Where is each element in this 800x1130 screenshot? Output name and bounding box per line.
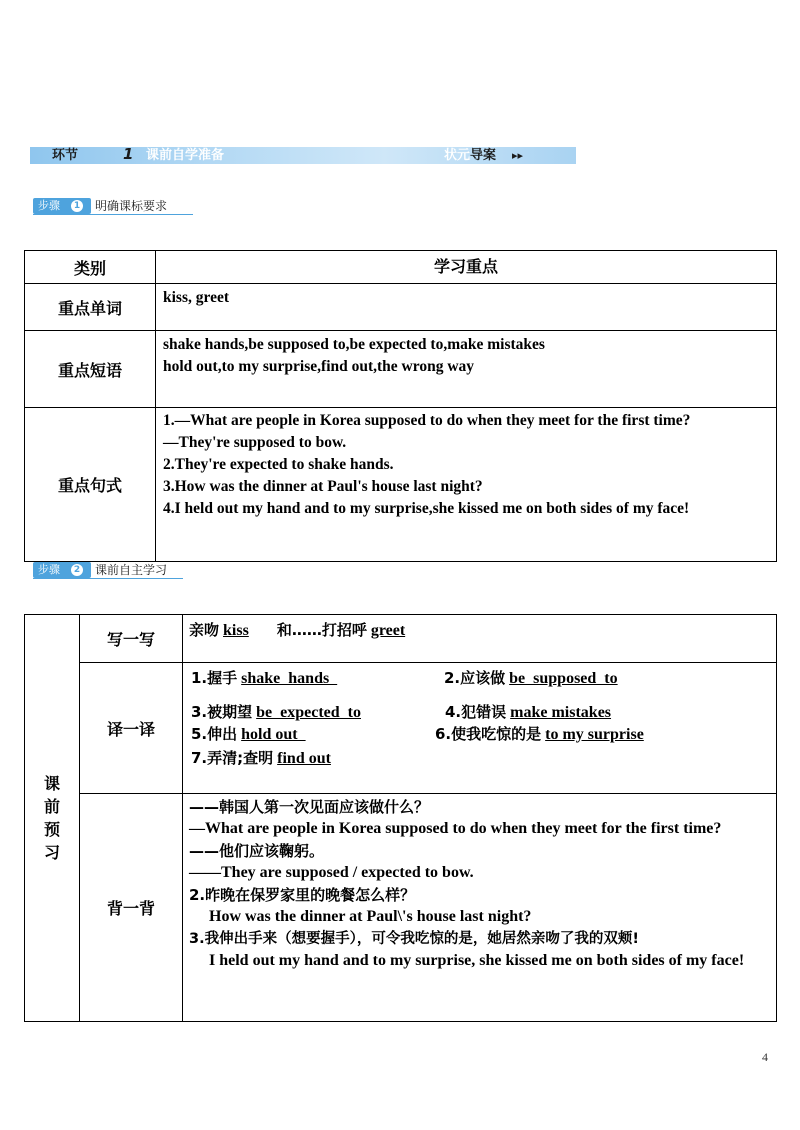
item-answer: be supposed to — [509, 670, 618, 687]
recite-line: ——他们应该鞠躬。 — [189, 842, 325, 860]
step-underline — [33, 578, 183, 579]
write-zh-1: 亲吻 — [189, 621, 220, 639]
item-zh: 6.使我吃惊的是 — [435, 725, 542, 743]
row-label-words: 重点单词 — [25, 284, 156, 331]
item-zh: 2.应该做 — [444, 669, 506, 687]
table-header-row — [25, 251, 777, 284]
translate-item — [191, 747, 331, 770]
row-content-phrases — [156, 331, 777, 408]
row-content-sentences — [156, 408, 777, 562]
section-label: 课前预习 — [43, 774, 60, 862]
row-label-sentences: 重点句式 — [25, 408, 156, 562]
item-answer: make mistakes — [510, 704, 612, 721]
page-number: 4 — [762, 1050, 768, 1064]
content-line: hold out,to my surprise,find out,the wrong way — [163, 358, 475, 375]
step-number-icon: 2 — [71, 564, 83, 576]
table-row — [25, 408, 777, 562]
translate-label: 译一译 — [80, 663, 183, 794]
content-line: 2.They're expected to shake hands. — [163, 456, 394, 473]
content-line: kiss, greet — [163, 289, 230, 306]
brand-part-b: 导案 — [470, 148, 497, 163]
content-line: 1.—What are people in Korea supposed to do when they meet for the first time? — [163, 412, 691, 429]
row-content-words — [156, 284, 777, 331]
translate-item — [191, 701, 361, 724]
recite-line: —What are people in Korea supposed to do when they meet for the first time? — [189, 820, 722, 837]
table-row — [25, 331, 777, 408]
brand-part-a: 状元 — [444, 148, 471, 163]
section-banner — [30, 147, 576, 164]
content-line: 4.I held out my hand and to my surprise,she kissed me on both sides of my face! — [163, 500, 690, 517]
preview-table — [24, 614, 777, 1022]
write-answer-1: kiss — [223, 622, 249, 639]
key-points-table — [24, 250, 777, 562]
translate-content — [183, 663, 777, 794]
item-zh: 7.弄清;查明 — [191, 749, 274, 767]
content-line: shake hands,be supposed to,be expected to,make mistakes — [163, 336, 545, 353]
header-key-points: 学习重点 — [156, 251, 777, 284]
write-answer-2: greet — [370, 622, 406, 639]
item-answer: to my surprise — [545, 726, 644, 743]
item-zh: 1.握手 — [191, 669, 238, 687]
item-answer: shake hands — [241, 670, 338, 687]
item-answer: find out — [277, 750, 331, 767]
translate-item — [191, 667, 337, 690]
recite-line: 2.昨晚在保罗家里的晚餐怎么样？ — [189, 886, 416, 904]
write-label: 写一写 — [80, 615, 183, 663]
write-content — [183, 615, 777, 663]
translate-item — [435, 723, 644, 746]
row-label-phrases: 重点短语 — [25, 331, 156, 408]
step-title: 明确课标要求 — [95, 199, 168, 213]
table-row — [25, 794, 777, 1022]
translate-item — [191, 723, 306, 746]
content-line: —They're supposed to bow. — [163, 434, 347, 451]
banner-brand — [444, 147, 496, 164]
banner-number: 1 — [123, 145, 134, 163]
item-answer: hold out — [241, 726, 306, 743]
recite-content — [183, 794, 777, 1022]
translate-grid — [189, 665, 770, 793]
step-number-icon: 1 — [71, 200, 83, 212]
recite-line: I held out my hand and to my surprise, she kissed me on both sides of my face! — [209, 952, 745, 969]
step-pill-text: 步骤 — [38, 199, 60, 212]
item-zh: 3.被期望 — [191, 703, 253, 721]
recite-line: 3.我伸出手来（想要握手），可令我吃惊的是，她居然亲吻了我的双颊! — [189, 931, 639, 947]
recite-line: How was the dinner at Paul\'s house last night? — [209, 908, 532, 925]
step-title: 课前自主学习 — [95, 563, 168, 577]
double-arrow-icon: ▸▸ — [512, 149, 524, 162]
item-answer: be expected to — [256, 704, 361, 721]
table-row — [25, 284, 777, 331]
content-line: 3.How was the dinner at Paul's house last night? — [163, 478, 483, 495]
translate-item — [445, 701, 611, 724]
recite-line: ——韩国人第一次见面应该做什么？ — [189, 798, 430, 816]
write-zh-2: 和……打招呼 — [276, 621, 367, 639]
header-category: 类别 — [25, 251, 156, 284]
step-pill-text: 步骤 — [38, 563, 60, 576]
step-underline — [33, 214, 193, 215]
banner-tag: 环节 — [52, 148, 79, 163]
banner-title: 课前自学准备 — [146, 148, 225, 163]
translate-item — [444, 667, 618, 690]
recite-line: ——They are supposed / expected to bow. — [189, 864, 474, 881]
table-row — [25, 615, 777, 663]
item-zh: 4.犯错误 — [445, 703, 507, 721]
recite-label: 背一背 — [80, 794, 183, 1022]
table-row — [25, 663, 777, 794]
item-zh: 5.伸出 — [191, 725, 238, 743]
section-label-cell — [25, 615, 80, 1022]
